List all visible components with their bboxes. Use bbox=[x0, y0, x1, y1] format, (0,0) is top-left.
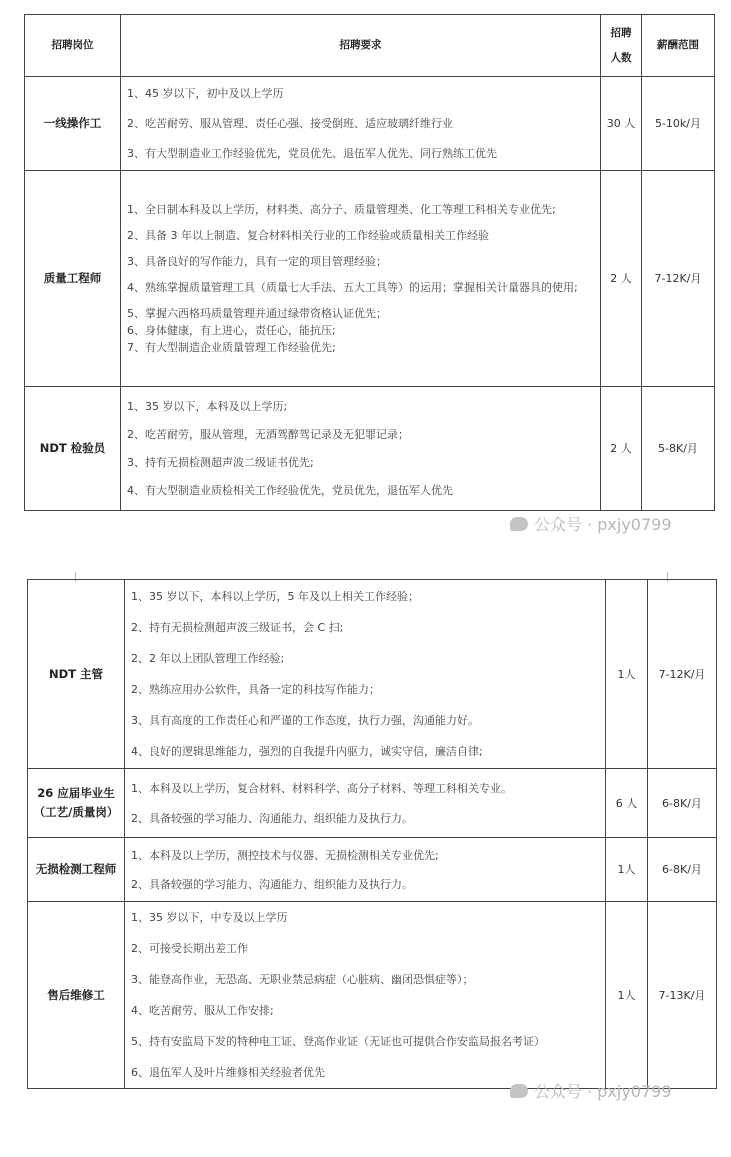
requirements-cell bbox=[125, 902, 606, 1089]
requirement-item: 2、吃苦耐劳，服从管理，无酒驾醉驾记录及无犯罪记录； bbox=[127, 428, 409, 441]
requirement-item: 2、持有无损检测超声波三级证书，会 C 扫; bbox=[131, 621, 344, 634]
requirements-cell bbox=[125, 769, 606, 838]
salary-cell: 7-13K/月 bbox=[648, 902, 717, 1089]
count-cell: 6 人 bbox=[606, 769, 648, 838]
requirements-cell bbox=[121, 171, 601, 387]
requirement-item: 6、退伍军人及叶片维修相关经验者优先 bbox=[131, 1066, 325, 1079]
requirements-cell bbox=[125, 580, 606, 769]
table-row bbox=[28, 769, 717, 838]
table-row bbox=[25, 77, 715, 171]
requirement-item: 5、掌握六西格玛质量管理并通过绿带资格认证优先； bbox=[127, 307, 387, 320]
requirement-item: 2、具备较强的学习能力、沟通能力、组织能力及执行力。 bbox=[131, 811, 413, 825]
requirement-item: 2、熟练应用办公软件，具备一定的科技写作能力； bbox=[131, 683, 380, 696]
position-cell: NDT 主管 bbox=[28, 580, 125, 769]
requirement-item: 3、有大型制造业工作经验优先，党员优先、退伍军人优先、同行熟练工优先 bbox=[127, 147, 497, 160]
header-position: 招聘岗位 bbox=[25, 15, 121, 77]
header-count-line1: 招聘 bbox=[610, 26, 632, 39]
requirement-item: 2、具备较强的学习能力、沟通能力、组织能力及执行力。 bbox=[131, 877, 413, 891]
count-cell: 30 人 bbox=[601, 77, 642, 171]
requirement-item: 1、45 岁以下，初中及以上学历 bbox=[127, 87, 284, 100]
count-cell: 2 人 bbox=[601, 171, 642, 387]
watermark bbox=[510, 512, 672, 535]
watermark-text: 公众号 · pxjy0799 bbox=[534, 1082, 672, 1101]
header-salary: 薪酬范围 bbox=[642, 15, 715, 77]
position-cell: NDT 检验员 bbox=[25, 387, 121, 511]
salary-cell: 7-12K/月 bbox=[642, 171, 715, 387]
requirement-item: 1、35 岁以下，中专及以上学历 bbox=[131, 911, 288, 924]
salary-cell: 5-10k/月 bbox=[642, 77, 715, 171]
requirement-item: 2、吃苦耐劳、服从管理、责任心强、接受倒班、适应玻璃纤维行业 bbox=[127, 117, 453, 130]
requirement-item: 3、持有无损检测超声波二级证书优先; bbox=[127, 456, 314, 469]
table-row bbox=[25, 387, 715, 511]
requirement-item: 4、良好的逻辑思维能力，强烈的自我提升内驱力，诚实守信，廉洁自律; bbox=[131, 745, 483, 758]
requirement-item: 3、能登高作业，无恐高、无职业禁忌病症（心脏病、幽闭恐惧症等）； bbox=[131, 973, 474, 986]
table-row bbox=[25, 171, 715, 387]
recruitment-table-2 bbox=[27, 579, 717, 1089]
header-requirements: 招聘要求 bbox=[121, 15, 601, 77]
requirement-item: 1、本科及以上学历，复合材料、材料科学、高分子材料、等理工科相关专业。 bbox=[131, 781, 512, 795]
header-count-line2: 人数 bbox=[610, 51, 632, 64]
requirement-item: 3、具备良好的写作能力，具有一定的项目管理经验； bbox=[127, 255, 387, 268]
requirement-item: 2、具备 3 年以上制造、复合材料相关行业的工作经验或质量相关工作经验 bbox=[127, 229, 489, 242]
requirements-cell bbox=[121, 77, 601, 171]
requirements-cell bbox=[121, 387, 601, 511]
requirement-item: 4、熟练掌握质量管理工具（质量七大手法、五大工具等）的运用；掌握相关计量器具的使用; bbox=[127, 281, 578, 294]
count-cell: 2 人 bbox=[601, 387, 642, 511]
count-cell: 1人 bbox=[606, 838, 648, 902]
requirements-cell bbox=[125, 838, 606, 902]
requirement-item: 1、全日制本科及以上学历，材料类、高分子、质量管理类、化工等理工科相关专业优先; bbox=[127, 203, 556, 216]
recruitment-table-1 bbox=[24, 14, 715, 511]
requirement-item: 1、35 岁以下，本科及以上学历; bbox=[127, 400, 288, 413]
header-count bbox=[601, 15, 642, 77]
position-cell: 质量工程师 bbox=[25, 171, 121, 387]
wechat-icon bbox=[510, 517, 528, 531]
requirement-item: 4、有大型制造业质检相关工作经验优先，党员优先，退伍军人优先 bbox=[127, 484, 453, 497]
table-row bbox=[28, 902, 717, 1089]
salary-cell: 5-8K/月 bbox=[642, 387, 715, 511]
table-row bbox=[28, 838, 717, 902]
requirement-item: 1、本科及以上学历，测控技术与仪器、无损检测相关专业优先; bbox=[131, 848, 439, 862]
requirement-item: 5、持有安监局下发的特种电工证、登高作业证（无证也可提供合作安监局报名考证） bbox=[131, 1035, 545, 1048]
requirement-item: 7、有大型制造企业质量管理工作经验优先; bbox=[127, 341, 336, 354]
requirement-item: 2、2 年以上团队管理工作经验; bbox=[131, 652, 285, 665]
salary-cell: 6-8K/月 bbox=[648, 769, 717, 838]
requirement-item: 1、35 岁以下，本科以上学历，5 年及以上相关工作经验； bbox=[131, 590, 419, 603]
watermark-text: 公众号 · pxjy0799 bbox=[534, 515, 672, 534]
requirement-item: 2、可接受长期出差工作 bbox=[131, 942, 248, 955]
requirement-item: 3、具有高度的工作责任心和严谨的工作态度，执行力强，沟通能力好。 bbox=[131, 714, 479, 727]
requirement-item: 6、身体健康，有上进心，责任心，能抗压; bbox=[127, 324, 336, 337]
salary-cell: 7-12K/月 bbox=[648, 580, 717, 769]
wechat-icon bbox=[510, 1084, 528, 1098]
position-cell: 售后维修工 bbox=[28, 902, 125, 1089]
requirement-item: 4、吃苦耐劳、服从工作安排; bbox=[131, 1004, 274, 1017]
position-cell: 26 应届毕业生（工艺/质量岗） bbox=[28, 769, 125, 838]
count-cell: 1人 bbox=[606, 580, 648, 769]
count-cell: 1人 bbox=[606, 902, 648, 1089]
salary-cell: 6-8K/月 bbox=[648, 838, 717, 902]
position-cell: 一线操作工 bbox=[25, 77, 121, 171]
position-cell: 无损检测工程师 bbox=[28, 838, 125, 902]
watermark bbox=[510, 1079, 672, 1102]
table-row bbox=[28, 580, 717, 769]
